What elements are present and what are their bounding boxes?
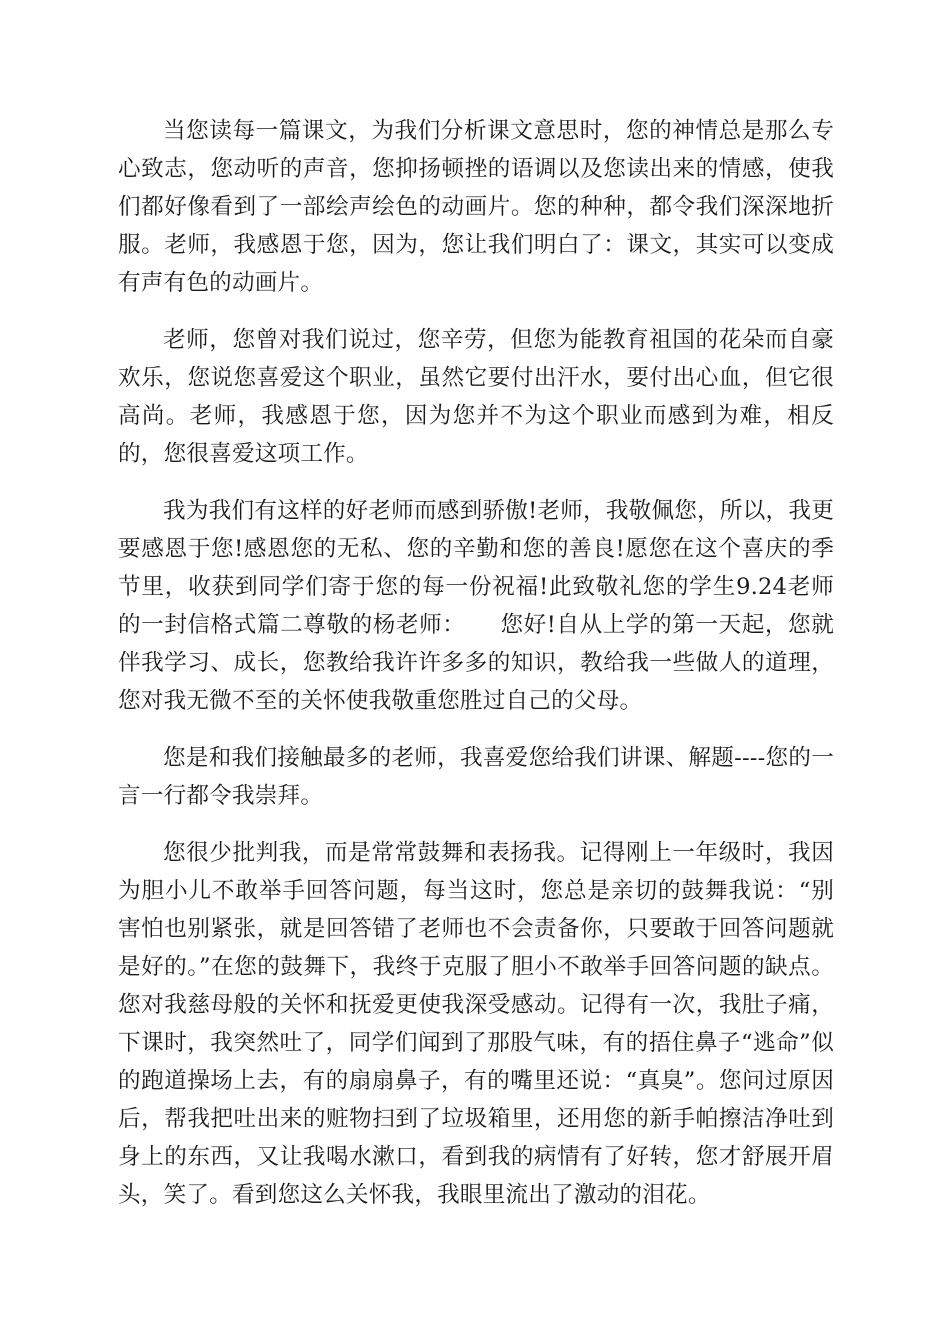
paragraph-1: 当您读每一篇课文，为我们分析课文意思时，您的神情总是那么专心致志，您动听的声音，您抑扬顿挫的语调以及您读出来的情感，使我们都好像看到了一部绘声绘色的动画片。您的种种，都令我们深深地折服。老师，我感恩于您，因为，您让我们明白了：课文，其实可以变成有声有色的动画片。 xyxy=(118,118,834,296)
paragraph-5: 您很少批判我，而是常常鼓舞和表扬我。记得刚上一年级时，我因为胆小儿不敢举手回答问题，每当这时，您总是亲切的鼓舞我说：“别害怕也别紧张，就是回答错了老师也不会责备你，只要敢于回答问题就是好的。”在您的鼓舞下，我终于克服了胆小不敢举手回答问题的缺点。您对我慈母般的关怀和抚爱更使我深受感动。记得有一次，我肚子痛，下课时，我突然吐了，同学们闻到了那股气味，有的捂住鼻子“逃命”似的跑道操场上去，有的扇扇鼻子，有的嘴里还说：“真臭”。您问过原因后，帮我把吐出来的赃物扫到了垃圾箱里，还用您的新手帕擦洁净吐到身上的东西，又让我喝水漱口，看到我的病情有了好转，您才舒展开眉头，笑了。看到您这么关怀我，我眼里流出了激动的泪花。 xyxy=(118,840,835,1208)
paragraph-3: 我为我们有这样的好老师而感到骄傲!老师，我敬佩您，所以，我更要感恩于您!感恩您的无私、您的辛勤和您的善良!愿您在这个喜庆的季节里，收获到同学们寄于您的每一份祝福!此致敬礼您的学生9.24老师的一封信格式篇二尊敬的杨老师： 您好!自从上学的第一天起，您就伴我学习、成长，您教给我许许多多的知识，教给我一些做人的道理，您对我无微不至的关怀使我敬重您胜过自己的父母。 xyxy=(118,498,834,714)
document-page xyxy=(118,112,834,1233)
paragraph-2: 老师，您曾对我们说过，您辛劳，但您为能教育祖国的花朵而自豪欢乐，您说您喜爱这个职业，虽然它要付出汗水，要付出心血，但它很高尚。老师，我感恩于您，因为您并不为这个职业而感到为难，相反的，您很喜爱这项工作。 xyxy=(118,327,834,467)
paragraph-4: 您是和我们接触最多的老师，我喜爱您给我们讲课、解题----您的一言一行都令我崇拜。 xyxy=(118,745,834,809)
